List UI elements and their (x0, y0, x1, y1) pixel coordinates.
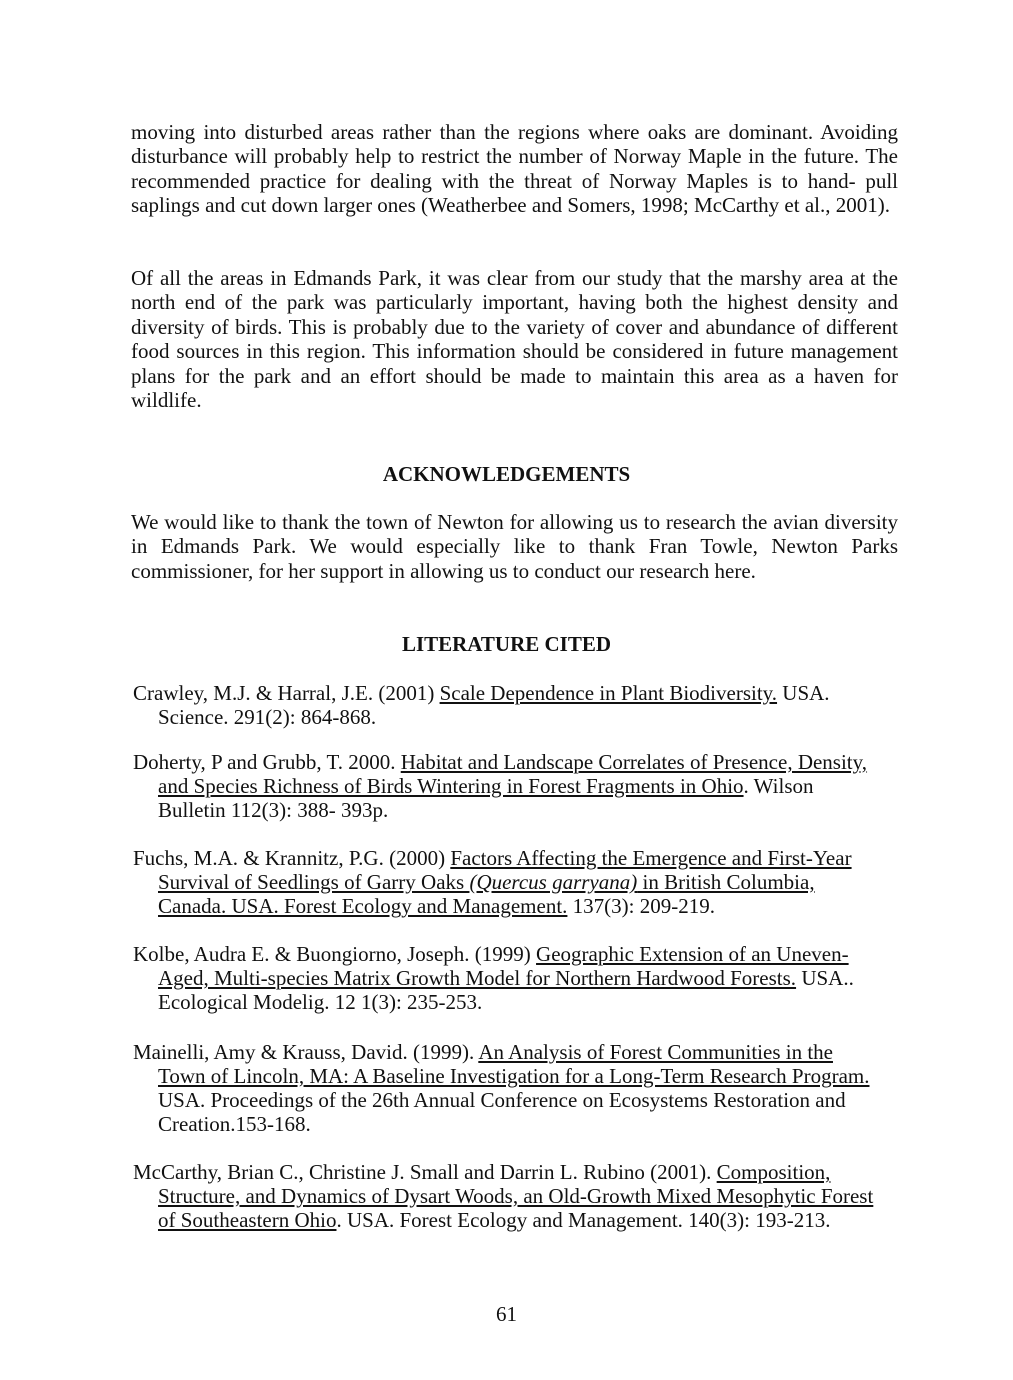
reference-text: . USA. Forest Ecology and Management. 140(3): 193-213. (336, 1208, 831, 1232)
acknowledgements-heading: ACKNOWLEDGEMENTS (382, 462, 631, 486)
reference-title: Geographic Extension of an Uneven- (536, 942, 849, 966)
reference-line (133, 870, 923, 894)
reference-title: Town of Lincoln, MA: A Baseline Investigation for a Long-Term Research Program. (158, 1064, 870, 1088)
reference-title: and Species Richness of Birds Wintering in Forest Fragments in Ohio (158, 774, 744, 798)
reference-title: An Analysis of Forest Communities in the (478, 1040, 833, 1064)
reference-species-name: (Quercus garryana) (469, 870, 638, 894)
reference-text: 137(3): 209-219. (567, 894, 715, 918)
reference-line (133, 1040, 923, 1064)
reference-text: Kolbe, Audra E. & Buongiorno, Joseph. (1999) (133, 942, 537, 966)
reference-kolbe (133, 942, 923, 1014)
reference-crawley (133, 681, 923, 729)
reference-text: Fuchs, M.A. & Krannitz, P.G. (2000) (133, 846, 451, 870)
reference-text: . Wilson (743, 774, 814, 798)
reference-mainelli (133, 1040, 923, 1136)
reference-line (133, 1208, 923, 1232)
reference-line (133, 774, 923, 798)
acknowledgements-paragraph: We would like to thank the town of Newton for allowing us to research the avian diversity in Edmands Park. We would especially like to thank Fran Towle, Newton Parks commissioner, for her support in allowing us to conduct our research here. (131, 510, 898, 583)
reference-text: Mainelli, Amy & Krauss, David. (1999). (133, 1040, 479, 1064)
reference-title: Factors Affecting the Emergence and First-Year (450, 846, 852, 870)
reference-title: in British Columbia, (637, 870, 815, 894)
reference-mccarthy (133, 1160, 923, 1232)
reference-line: Creation.153-168. (158, 1112, 311, 1136)
literature-cited-heading: LITERATURE CITED (401, 632, 612, 656)
reference-fuchs (133, 846, 923, 918)
reference-title: Scale Dependence in Plant Biodiversity. (439, 681, 778, 705)
reference-text: USA. (777, 681, 830, 705)
reference-line (133, 750, 923, 774)
page-number: 61 (496, 1302, 517, 1326)
reference-title: Structure, and Dynamics of Dysart Woods, an Old-Growth Mixed Mesophytic Forest (158, 1184, 874, 1208)
reference-line (133, 894, 923, 918)
reference-line (133, 1064, 923, 1088)
reference-line (133, 966, 923, 990)
reference-line (133, 942, 923, 966)
reference-text: USA.. (796, 966, 854, 990)
reference-line: Ecological Modelig. 12 1(3): 235-253. (158, 990, 483, 1014)
reference-title: Composition, (716, 1160, 831, 1184)
body-paragraph-2: Of all the areas in Edmands Park, it was clear from our study that the marshy area at the north end of the park was particularly important, having both the highest density and diversity of birds. This is probably due to the variety of cover and abundance of different food sources in this region. This information should be considered in future management plans for the park and an effort should be made to maintain this area as a haven for wildlife. (131, 266, 898, 413)
reference-text: Doherty, P and Grubb, T. 2000. (133, 750, 401, 774)
reference-line (133, 846, 923, 870)
reference-title: of Southeastern Ohio (158, 1208, 337, 1232)
reference-line: Science. 291(2): 864-868. (158, 705, 377, 729)
reference-line (133, 1160, 923, 1184)
reference-text: McCarthy, Brian C., Christine J. Small and Darrin L. Rubino (2001). (133, 1160, 717, 1184)
reference-title: Aged, Multi-species Matrix Growth Model for Northern Hardwood Forests. (158, 966, 797, 990)
reference-line: Bulletin 112(3): 388- 393p. (158, 798, 389, 822)
reference-line (133, 681, 923, 705)
reference-title: Survival of Seedlings of Garry Oaks (158, 870, 470, 894)
body-paragraph-1: moving into disturbed areas rather than the regions where oaks are dominant. Avoiding disturbance will probably help to restrict the number of Norway Maple in the future. The recommended practice for dealing with the threat of Norway Maples is to hand- pull saplings and cut down larger ones (Weatherbee and Somers, 1998; McCarthy et al., 2001). (131, 120, 898, 218)
reference-text: Crawley, M.J. & Harral, J.E. (2001) (133, 681, 440, 705)
reference-title: Habitat and Landscape Correlates of Presence, Density, (400, 750, 868, 774)
reference-line (133, 1184, 923, 1208)
reference-title: Canada. USA. Forest Ecology and Management. (158, 894, 568, 918)
reference-line: USA. Proceedings of the 26th Annual Conference on Ecosystems Restoration and (158, 1088, 846, 1112)
reference-doherty (133, 750, 923, 822)
